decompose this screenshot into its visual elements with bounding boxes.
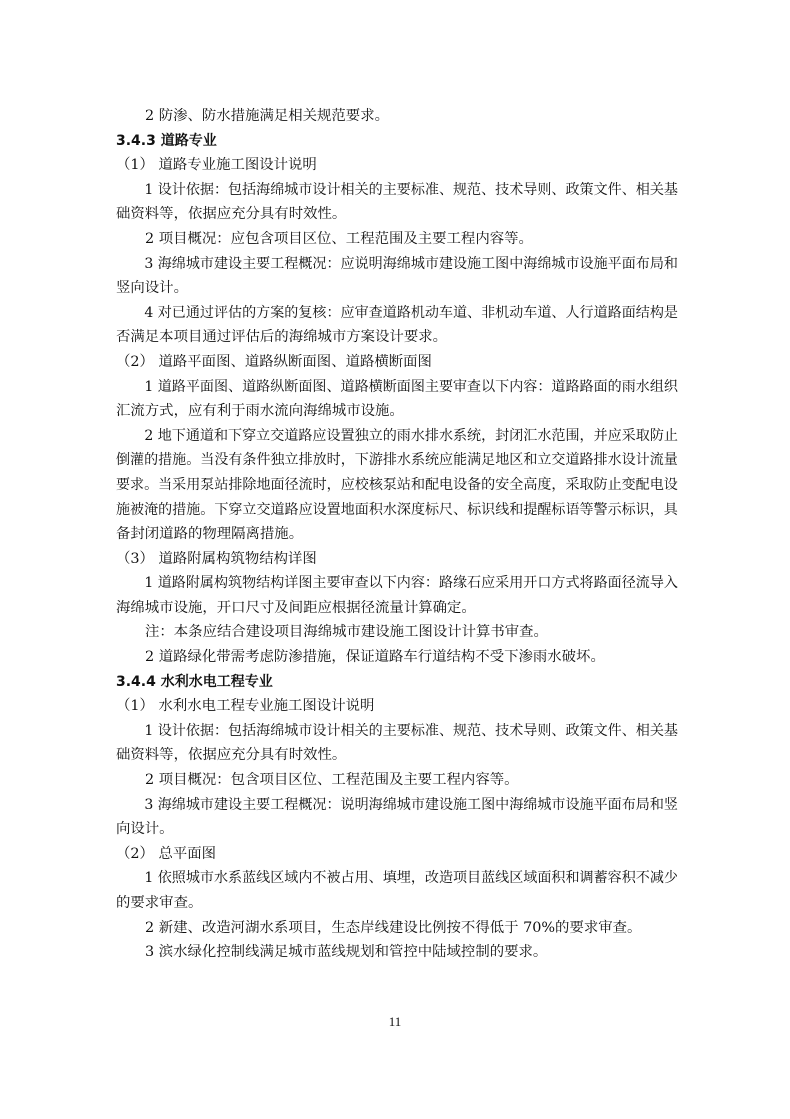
text-line: 础资料等，依据应充分具有时效性。 (116, 206, 347, 223)
text-line: 2 地下通道和下穿立交道路应设置独立的雨水排水系统，封闭汇水范围，并应采取防止 (144, 427, 678, 444)
text-line: 施被淹的措施。下穿立交道路应设置地面积水深度标尺、标识线和提醒标语等警示标识，具 (116, 501, 678, 518)
text-line: 3 海绵城市建设主要工程概况：说明海绵城市建设施工图中海绵城市设施平面布局和竖 (144, 796, 678, 813)
text-line: 3 滨水绿化控制线满足城市蓝线规划和管控中陆域控制的要求。 (145, 944, 548, 961)
text-line: 1 设计依据：包括海绵城市设计相关的主要标准、规范、技术导则、政策文件、相关基 (144, 722, 678, 739)
text-line: 1 依照城市水系蓝线区域内不被占用、填埋，改造项目蓝线区域面积和调蓄容积不减少 (144, 870, 678, 887)
text-line: 倒灌的措施。当没有条件独立排放时，下游排水系统应能满足地区和立交道路排水设计流量 (116, 452, 678, 469)
text-line: （2） 道路平面图、道路纵断面图、道路横断面图 (116, 353, 432, 370)
section-heading: 3.4.3 道路专业 (116, 132, 217, 149)
text-line: 1 道路附属构筑物结构详图主要审查以下内容：路缘石应采用开口方式将路面径流导入 (144, 575, 678, 592)
text-line: 海绵城市设施，开口尺寸及间距应根据径流量计算确定。 (116, 599, 476, 616)
text-line: 2 项目概况：应包含项目区位、工程范围及主要工程内容等。 (145, 230, 533, 247)
text-line: 要求。当采用泵站排除地面径流时，应校核泵站和配电设备的安全高度，采取防止变配电设 (116, 476, 678, 493)
text-line: 1 设计依据：包括海绵城市设计相关的主要标准、规范、技术导则、政策文件、相关基 (144, 181, 678, 198)
text-line: 2 防渗、防水措施满足相关规范要求。 (145, 108, 389, 124)
text-line: （2） 总平面图 (116, 845, 217, 862)
document-body (116, 104, 678, 965)
text-line: 备封闭道路的物理隔离措施。 (116, 526, 304, 543)
section-heading: 3.4.4 水利水电工程专业 (116, 673, 273, 690)
text-line: 向设计。 (116, 821, 174, 838)
text-line: （1） 水利水电工程专业施工图设计说明 (116, 698, 375, 715)
page-number: 11 (388, 1014, 402, 1029)
text-line: 的要求审查。 (116, 895, 203, 911)
text-line: 2 新建、改造河湖水系项目，生态岸线建设比例按不得低于 70%的要求审查。 (145, 919, 642, 936)
text-line: 2 项目概况：包含项目区位、工程范围及主要工程内容等。 (145, 772, 519, 789)
text-line: 2 道路绿化带需考虑防渗措施，保证道路车行道结构不受下渗雨水破坏。 (145, 649, 605, 666)
text-line: 否满足本项目通过评估后的海绵城市方案设计要求。 (116, 329, 447, 346)
text-line: 3 海绵城市建设主要工程概况：应说明海绵城市建设施工图中海绵城市设施平面布局和 (144, 255, 678, 272)
text-line: 1 道路平面图、道路纵断面图、道路横断面图主要审查以下内容：道路路面的雨水组织 (144, 378, 678, 395)
text-line: 4 对已通过评估的方案的复核：应审查道路机动车道、非机动车道、人行道路面结构是 (144, 304, 678, 321)
text-line: 竖向设计。 (116, 280, 188, 297)
text-line: 汇流方式，应有利于雨水流向海绵城市设施。 (116, 403, 404, 420)
text-line: （3） 道路附属构筑物结构详图 (116, 550, 317, 567)
text-line: 注：本条应结合建设项目海绵城市建设施工图设计计算书审查。 (145, 624, 548, 641)
text-line: 础资料等，依据应充分具有时效性。 (116, 747, 347, 764)
text-line: （1） 道路专业施工图设计说明 (116, 157, 317, 174)
